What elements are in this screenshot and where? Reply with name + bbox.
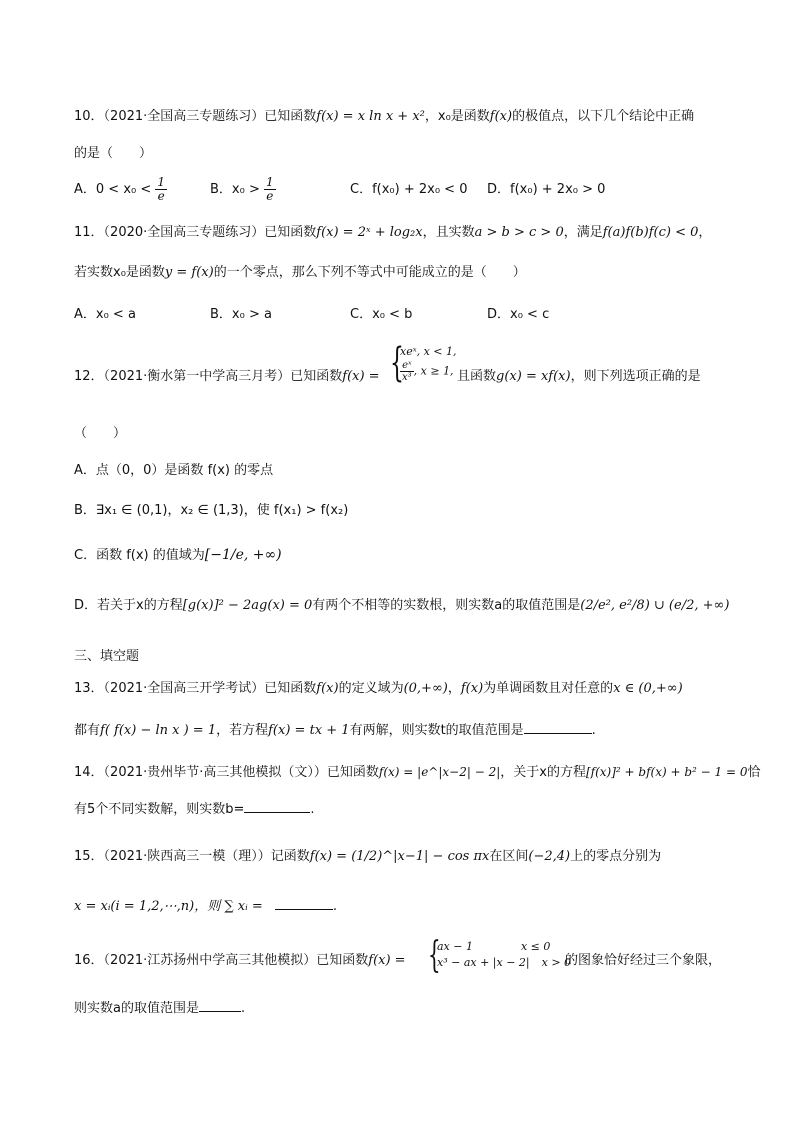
- frac-denominator: x³: [402, 372, 412, 383]
- q15-func: f(x) = (1/2)^|x−1| − cos πx: [309, 849, 490, 864]
- q12-func2: g(x) = xf(x): [496, 369, 571, 384]
- q14-text: 有5个不同实数解，则实数b=: [74, 802, 245, 817]
- q13-cond: x ∈ (0,+∞): [613, 681, 683, 696]
- q13-eq: f( f(x) − ln x ) = 1: [100, 723, 217, 738]
- q13-text: 13．（2021·全国高三开学考试）已知函数: [74, 681, 317, 696]
- q15-sum: x = xᵢ(i = 1,2,⋯,n)，则 ∑ xᵢ =: [74, 899, 263, 914]
- q12-option-d-text: D．若关于x的方程: [74, 598, 183, 613]
- q13-stem: [74, 680, 683, 698]
- brace-icon: {: [390, 340, 404, 386]
- q13-text: .: [591, 723, 596, 738]
- q10-option-a: [74, 176, 167, 203]
- q12-option-d: [74, 597, 729, 615]
- q12-option-c-text: C．函数 f(x) 的值域为: [74, 548, 205, 563]
- q10-option-b-text: B．x₀ >: [210, 182, 260, 197]
- q12-option-b: B．∃x₁ ∈ (0,1)，x₂ ∈ (1,3)，使 f(x₁) > f(x₂): [74, 503, 349, 518]
- q12-piecewise: [390, 340, 457, 386]
- q15-text: 在区间: [489, 849, 529, 864]
- q12-stem-tail: [457, 368, 701, 386]
- q11-text: 若实数x₀是函数: [74, 265, 165, 280]
- q13-stem-line2: [74, 722, 596, 740]
- q11-option-d: D．x₀ < c: [487, 307, 550, 322]
- q15-stem: [74, 848, 661, 866]
- q13-answer-blank: [524, 733, 592, 734]
- q13-text: ，若方程: [216, 723, 269, 738]
- q16-stem-tail: 的图象恰好经过三个象限，: [565, 953, 722, 968]
- q14-text: .: [310, 802, 315, 817]
- q16-piecewise: [428, 935, 572, 976]
- q11-text: 的一个零点，那么下列不等式中可能成立的是（ ）: [213, 265, 526, 280]
- q10-func2: f(x): [489, 109, 513, 124]
- q12-case2: [400, 360, 457, 383]
- q16-stem: [74, 952, 406, 970]
- q12-paren: （ ）: [74, 426, 127, 441]
- q12-option-c-range: [−1/e, +∞): [204, 547, 282, 563]
- q12-piecewise-cases: [390, 340, 457, 386]
- q11-func: f(x) = 2ˣ + log₂x: [316, 225, 423, 240]
- q11-text: 11．（2020·全国高三专题练习）已知函数: [74, 225, 317, 240]
- q15-answer-blank: [275, 909, 333, 910]
- q12-text: 且函数: [457, 369, 497, 384]
- q13-text: 为单调函数且对任意的: [483, 681, 614, 696]
- frac-numerator: eˣ: [400, 360, 414, 372]
- q14-stem-line2: [74, 801, 315, 819]
- q10-option-b: [210, 176, 276, 203]
- frac-denominator: e: [157, 189, 165, 203]
- q12-case2-tail: , x ≥ 1,: [413, 364, 454, 378]
- q14-text: 14．（2021·贵州毕节·高三其他模拟（文））已知函数: [74, 765, 379, 780]
- q12-case1: xeˣ, x < 1,: [400, 345, 457, 358]
- q10-option-d: D．f(x₀) + 2x₀ > 0: [487, 182, 606, 197]
- q12-text: ，则下列选项正确的是: [570, 369, 701, 384]
- q12-func-lhs: f(x) =: [342, 369, 380, 384]
- q16-case2-cond: x > 0: [541, 956, 572, 969]
- q15-text: .: [332, 899, 338, 914]
- q11-option-c: C．x₀ < b: [350, 307, 413, 322]
- q11-cond: a > b > c > 0: [474, 225, 564, 240]
- q16-func-lhs: f(x) =: [368, 953, 406, 968]
- q16-text: 16．（2021·江苏扬州中学高三其他模拟）已知函数: [74, 953, 369, 968]
- q10-stem: [74, 108, 694, 126]
- q14-func: f(x) = |e^|x−2| − 2|: [378, 765, 501, 779]
- q12-option-d-eq: [g(x)]² − 2ag(x) = 0: [182, 598, 313, 613]
- q12-option-a: A．点（0，0）是函数 f(x) 的零点: [74, 463, 274, 478]
- q13-func: f(x): [316, 681, 339, 696]
- q15-text: 上的零点分别为: [570, 849, 662, 864]
- q16-case1-expr: ax − 1: [437, 940, 473, 953]
- q11-func2: y = f(x): [164, 265, 214, 280]
- q10-option-a-text: A．0 < x₀ <: [74, 182, 152, 197]
- q12-text: 12．（2021·衡水第一中学高三月考）已知函数: [74, 369, 343, 384]
- q10-text: 10．（2021·全国高三专题练习）已知函数: [74, 109, 317, 124]
- q13-text: 的定义域为: [338, 681, 404, 696]
- q16-case1: [437, 939, 571, 955]
- q16-text: 则实数a的取值范围是: [74, 1001, 199, 1016]
- q10-option-c: C．f(x₀) + 2x₀ < 0: [350, 182, 468, 197]
- frac-numerator: 1: [266, 175, 274, 189]
- q12-option-c: [74, 546, 282, 565]
- q13-text: 有两解，则实数t的取值范围是: [349, 723, 524, 738]
- q11-cond2: f(a)f(b)f(c) < 0: [602, 225, 699, 240]
- q15-text: 15．（2021·陕西高三一模（理））记函数: [74, 849, 310, 864]
- q16-case1-cond: x ≤ 0: [520, 940, 551, 953]
- q16-answer-blank: [199, 1011, 241, 1012]
- q12-stem: [74, 368, 380, 386]
- q14-answer-blank: [244, 812, 310, 813]
- q12-option-d-range: (2/e², e²/8) ∪ (e/2, +∞): [580, 598, 730, 613]
- q14-eq: [f(x)]² + bf(x) + b² − 1 = 0: [585, 765, 748, 779]
- q10-text: ，x₀是函数: [424, 109, 490, 124]
- q16-stem-line2: [74, 1000, 245, 1018]
- q16-piecewise-cases: [428, 935, 572, 976]
- q11-text: ，且实数: [422, 225, 475, 240]
- q14-text: ，关于x的方程: [500, 765, 586, 780]
- q16-text: .: [240, 1001, 246, 1016]
- q13-func2: f(x): [460, 681, 484, 696]
- q15-interval: (−2,4): [528, 849, 571, 864]
- frac-denominator: e: [266, 189, 274, 203]
- q10-func: f(x) = x ln x + x²: [316, 109, 425, 124]
- q11-option-b: B．x₀ > a: [210, 307, 272, 322]
- q13-eq2: f(x) = tx + 1: [268, 723, 350, 738]
- section-heading-fill-blank: 三、填空题: [74, 649, 140, 664]
- q10-text: 的极值点，以下几个结论中正确: [512, 109, 695, 124]
- brace-icon: {: [428, 935, 441, 976]
- q16-case2: [437, 955, 571, 971]
- q12-option-d-text: 有两个不相等的实数根，则实数a的取值范围是: [312, 598, 581, 613]
- q11-stem-line2: [74, 264, 526, 282]
- q11-option-a: A．x₀ < a: [74, 307, 136, 322]
- q10-option-b-frac: [264, 176, 276, 203]
- q14-text: 恰: [747, 765, 761, 780]
- q13-text: 都有: [74, 723, 101, 738]
- q13-domain: (0,+∞): [403, 681, 448, 696]
- q11-text: ，: [698, 225, 712, 240]
- q11-stem: [74, 224, 711, 242]
- q16-case2-expr: x³ − ax + |x − 2|: [437, 956, 530, 969]
- q10-stem-line2: 的是（ ）: [74, 146, 153, 161]
- q11-text: ，满足: [563, 225, 603, 240]
- q13-text: ，: [447, 681, 461, 696]
- q15-stem-line2: [74, 898, 337, 916]
- frac-numerator: 1: [157, 175, 166, 189]
- q10-option-a-frac: [155, 176, 167, 203]
- q14-stem: [74, 763, 760, 782]
